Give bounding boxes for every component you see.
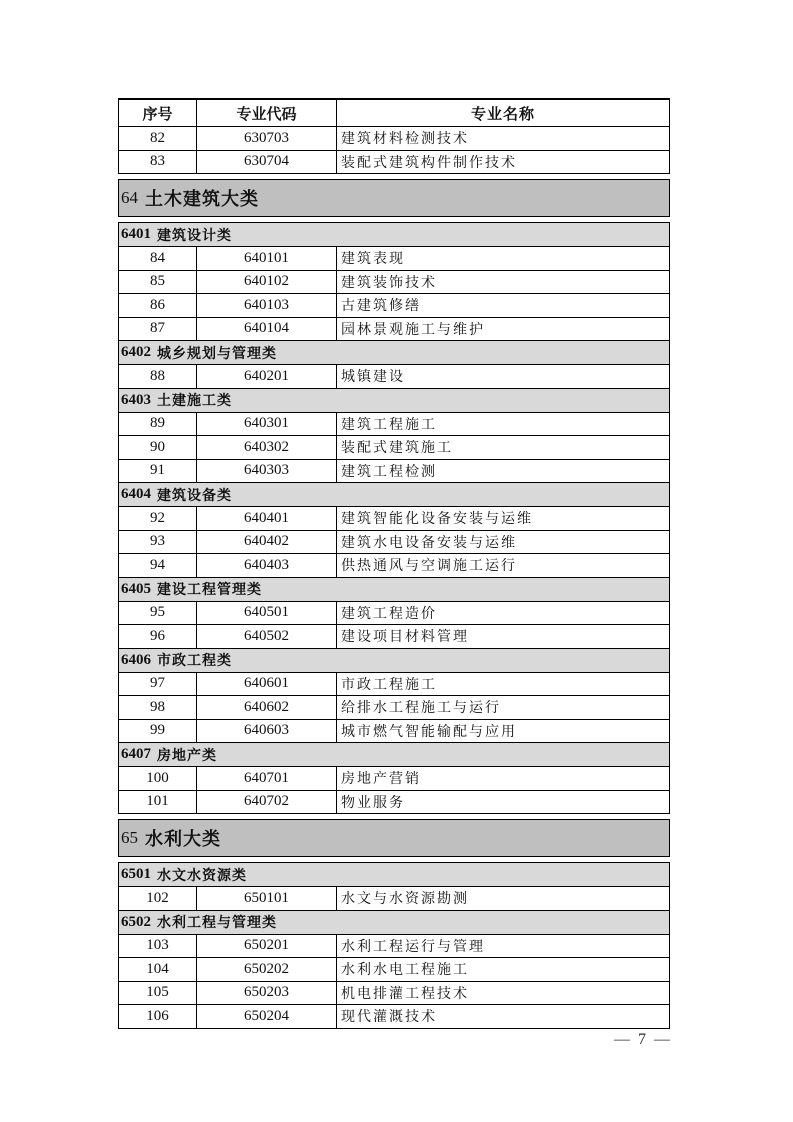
category-code: 6406: [121, 651, 151, 668]
row-code-cell: 640602: [197, 696, 337, 719]
row-code-cell: 640201: [197, 365, 337, 388]
category-title: 城乡规划与管理类: [157, 344, 277, 361]
major-category-banner: [118, 179, 670, 217]
row-no-cell: 85: [119, 271, 197, 294]
row-name-cell: 建筑工程施工: [341, 417, 437, 433]
row-no-cell: 105: [119, 982, 197, 1005]
row-name-cell: 建筑装饰技术: [341, 275, 437, 291]
table-row: [118, 934, 670, 959]
row-code-cell: 640701: [197, 767, 337, 790]
row-code-cell: 640103: [197, 294, 337, 317]
row-code-cell: 650204: [197, 1005, 337, 1028]
row-name-cell: 供热通风与空调施工运行: [341, 559, 517, 575]
column-header-code: 专业代码: [197, 100, 337, 126]
row-code-cell: 640501: [197, 602, 337, 625]
column-header-no: 序号: [119, 100, 197, 126]
category-code: 6403: [121, 391, 151, 408]
category-code: 6402: [121, 344, 151, 360]
category-title: 水文水资源类: [157, 866, 247, 883]
row-code-cell: 640601: [197, 673, 337, 696]
category-title: 水利大类: [145, 829, 221, 849]
major-category-banner: [118, 819, 670, 857]
row-no-cell: 96: [119, 625, 197, 648]
row-code-cell: 650203: [197, 982, 337, 1005]
table-row: [118, 672, 670, 697]
row-code-cell: 640101: [197, 247, 337, 270]
category-title: 水利工程与管理类: [157, 914, 277, 930]
category-code: 64: [121, 188, 138, 207]
table-row: [118, 1004, 670, 1029]
row-no-cell: 90: [119, 436, 197, 459]
row-name-cell: 建筑智能化设备安装与运维: [341, 512, 533, 528]
row-code-cell: 640603: [197, 720, 337, 743]
sub-category-banner: [118, 577, 670, 602]
row-code-cell: 650101: [197, 887, 337, 910]
row-no-cell: 100: [119, 767, 197, 790]
table-row: [118, 126, 670, 151]
table-row: [118, 957, 670, 982]
row-name-cell: 城市燃气智能输配与应用: [341, 724, 517, 740]
sub-category-banner: [118, 222, 670, 247]
row-no-cell: 88: [119, 365, 197, 388]
category-code: 65: [121, 828, 138, 847]
row-no-cell: 101: [119, 791, 197, 814]
sub-category-banner: [118, 862, 670, 887]
row-name-cell: 机电排灌工程技术: [341, 986, 469, 1002]
row-name-cell: 现代灌溉技术: [341, 1010, 437, 1026]
row-no-cell: 94: [119, 554, 197, 577]
table-row: [118, 317, 670, 342]
row-name-cell: 水利水电工程施工: [341, 963, 469, 979]
row-no-cell: 106: [119, 1005, 197, 1028]
table-row: [118, 435, 670, 460]
row-code-cell: 650202: [197, 958, 337, 981]
row-name-cell: 市政工程施工: [341, 677, 437, 693]
category-title: 建筑设备类: [157, 486, 232, 503]
page-number: — 7 —: [614, 1031, 672, 1048]
row-no-cell: 93: [119, 531, 197, 554]
row-code-cell: 640402: [197, 531, 337, 554]
row-code-cell: 640702: [197, 791, 337, 814]
category-code: 6405: [121, 580, 151, 597]
category-title: 市政工程类: [157, 652, 232, 668]
row-name-cell: 装配式建筑构件制作技术: [341, 155, 517, 171]
row-no-cell: 89: [119, 413, 197, 436]
row-code-cell: 640303: [197, 460, 337, 483]
row-no-cell: 95: [119, 602, 197, 625]
category-code: 6502: [121, 913, 151, 930]
row-name-cell: 房地产营销: [341, 772, 421, 788]
table-row: [118, 886, 670, 911]
row-name-cell: 建筑材料检测技术: [341, 132, 469, 148]
row-name-cell: 建筑表现: [341, 252, 405, 268]
row-code-cell: 640102: [197, 271, 337, 294]
row-code-cell: 640302: [197, 436, 337, 459]
table-row: [118, 553, 670, 578]
table-row: [118, 695, 670, 720]
row-name-cell: 水利工程运行与管理: [341, 939, 485, 955]
row-code-cell: 640403: [197, 554, 337, 577]
sub-category-banner: [118, 482, 670, 507]
category-code: 6404: [121, 486, 151, 502]
row-code-cell: 630703: [197, 127, 337, 150]
row-name-cell: 装配式建筑施工: [341, 441, 453, 457]
row-no-cell: 87: [119, 318, 197, 341]
row-code-cell: 640104: [197, 318, 337, 341]
table-row: [118, 624, 670, 649]
table-header-row: [118, 98, 670, 127]
table-row: [118, 246, 670, 271]
category-code: 6501: [121, 866, 151, 882]
table-row: [118, 506, 670, 531]
row-name-cell: 物业服务: [341, 795, 405, 811]
table-row: [118, 270, 670, 295]
row-code-cell: 630704: [197, 151, 337, 174]
row-no-cell: 98: [119, 696, 197, 719]
table-row: [118, 790, 670, 815]
table-row: [118, 601, 670, 626]
sub-category-banner: [118, 742, 670, 767]
row-code-cell: 640401: [197, 507, 337, 530]
category-title: 土木建筑大类: [145, 189, 259, 209]
category-code: 6401: [121, 226, 151, 242]
majors-code-table: [118, 99, 670, 1029]
category-title: 建筑设计类: [157, 226, 232, 243]
table-row: [118, 412, 670, 437]
row-no-cell: 86: [119, 294, 197, 317]
table-row: [118, 981, 670, 1006]
category-title: 房地产类: [157, 746, 217, 763]
row-name-cell: 古建筑修缮: [341, 299, 421, 315]
row-name-cell: 建筑工程造价: [341, 606, 437, 622]
row-no-cell: 91: [119, 460, 197, 483]
category-title: 土建施工类: [157, 392, 232, 408]
row-no-cell: 97: [119, 673, 197, 696]
table-row: [118, 719, 670, 744]
row-no-cell: 99: [119, 720, 197, 743]
table-row: [118, 459, 670, 484]
table-row: [118, 530, 670, 555]
row-no-cell: 83: [119, 151, 197, 174]
column-header-name: 专业名称: [470, 105, 535, 123]
table-row: [118, 150, 670, 175]
category-title: 建设工程管理类: [157, 581, 262, 597]
sub-category-banner: [118, 340, 670, 365]
row-name-cell: 建设项目材料管理: [341, 630, 469, 646]
row-name-cell: 给排水工程施工与运行: [341, 701, 501, 717]
row-name-cell: 园林景观施工与维护: [341, 322, 485, 338]
row-code-cell: 640301: [197, 413, 337, 436]
category-code: 6407: [121, 746, 151, 762]
row-name-cell: 建筑水电设备安装与运维: [341, 535, 517, 551]
row-name-cell: 城镇建设: [341, 370, 405, 386]
row-code-cell: 640502: [197, 625, 337, 648]
table-row: [118, 364, 670, 389]
sub-category-banner: [118, 910, 670, 935]
row-no-cell: 103: [119, 935, 197, 958]
row-no-cell: 92: [119, 507, 197, 530]
sub-category-banner: [118, 648, 670, 673]
table-row: [118, 766, 670, 791]
row-no-cell: 82: [119, 127, 197, 150]
row-name-cell: 建筑工程检测: [341, 464, 437, 480]
row-code-cell: 650201: [197, 935, 337, 958]
sub-category-banner: [118, 388, 670, 413]
row-no-cell: 102: [119, 887, 197, 910]
row-no-cell: 104: [119, 958, 197, 981]
row-name-cell: 水文与水资源勘测: [341, 892, 469, 908]
table-row: [118, 293, 670, 318]
row-no-cell: 84: [119, 247, 197, 270]
